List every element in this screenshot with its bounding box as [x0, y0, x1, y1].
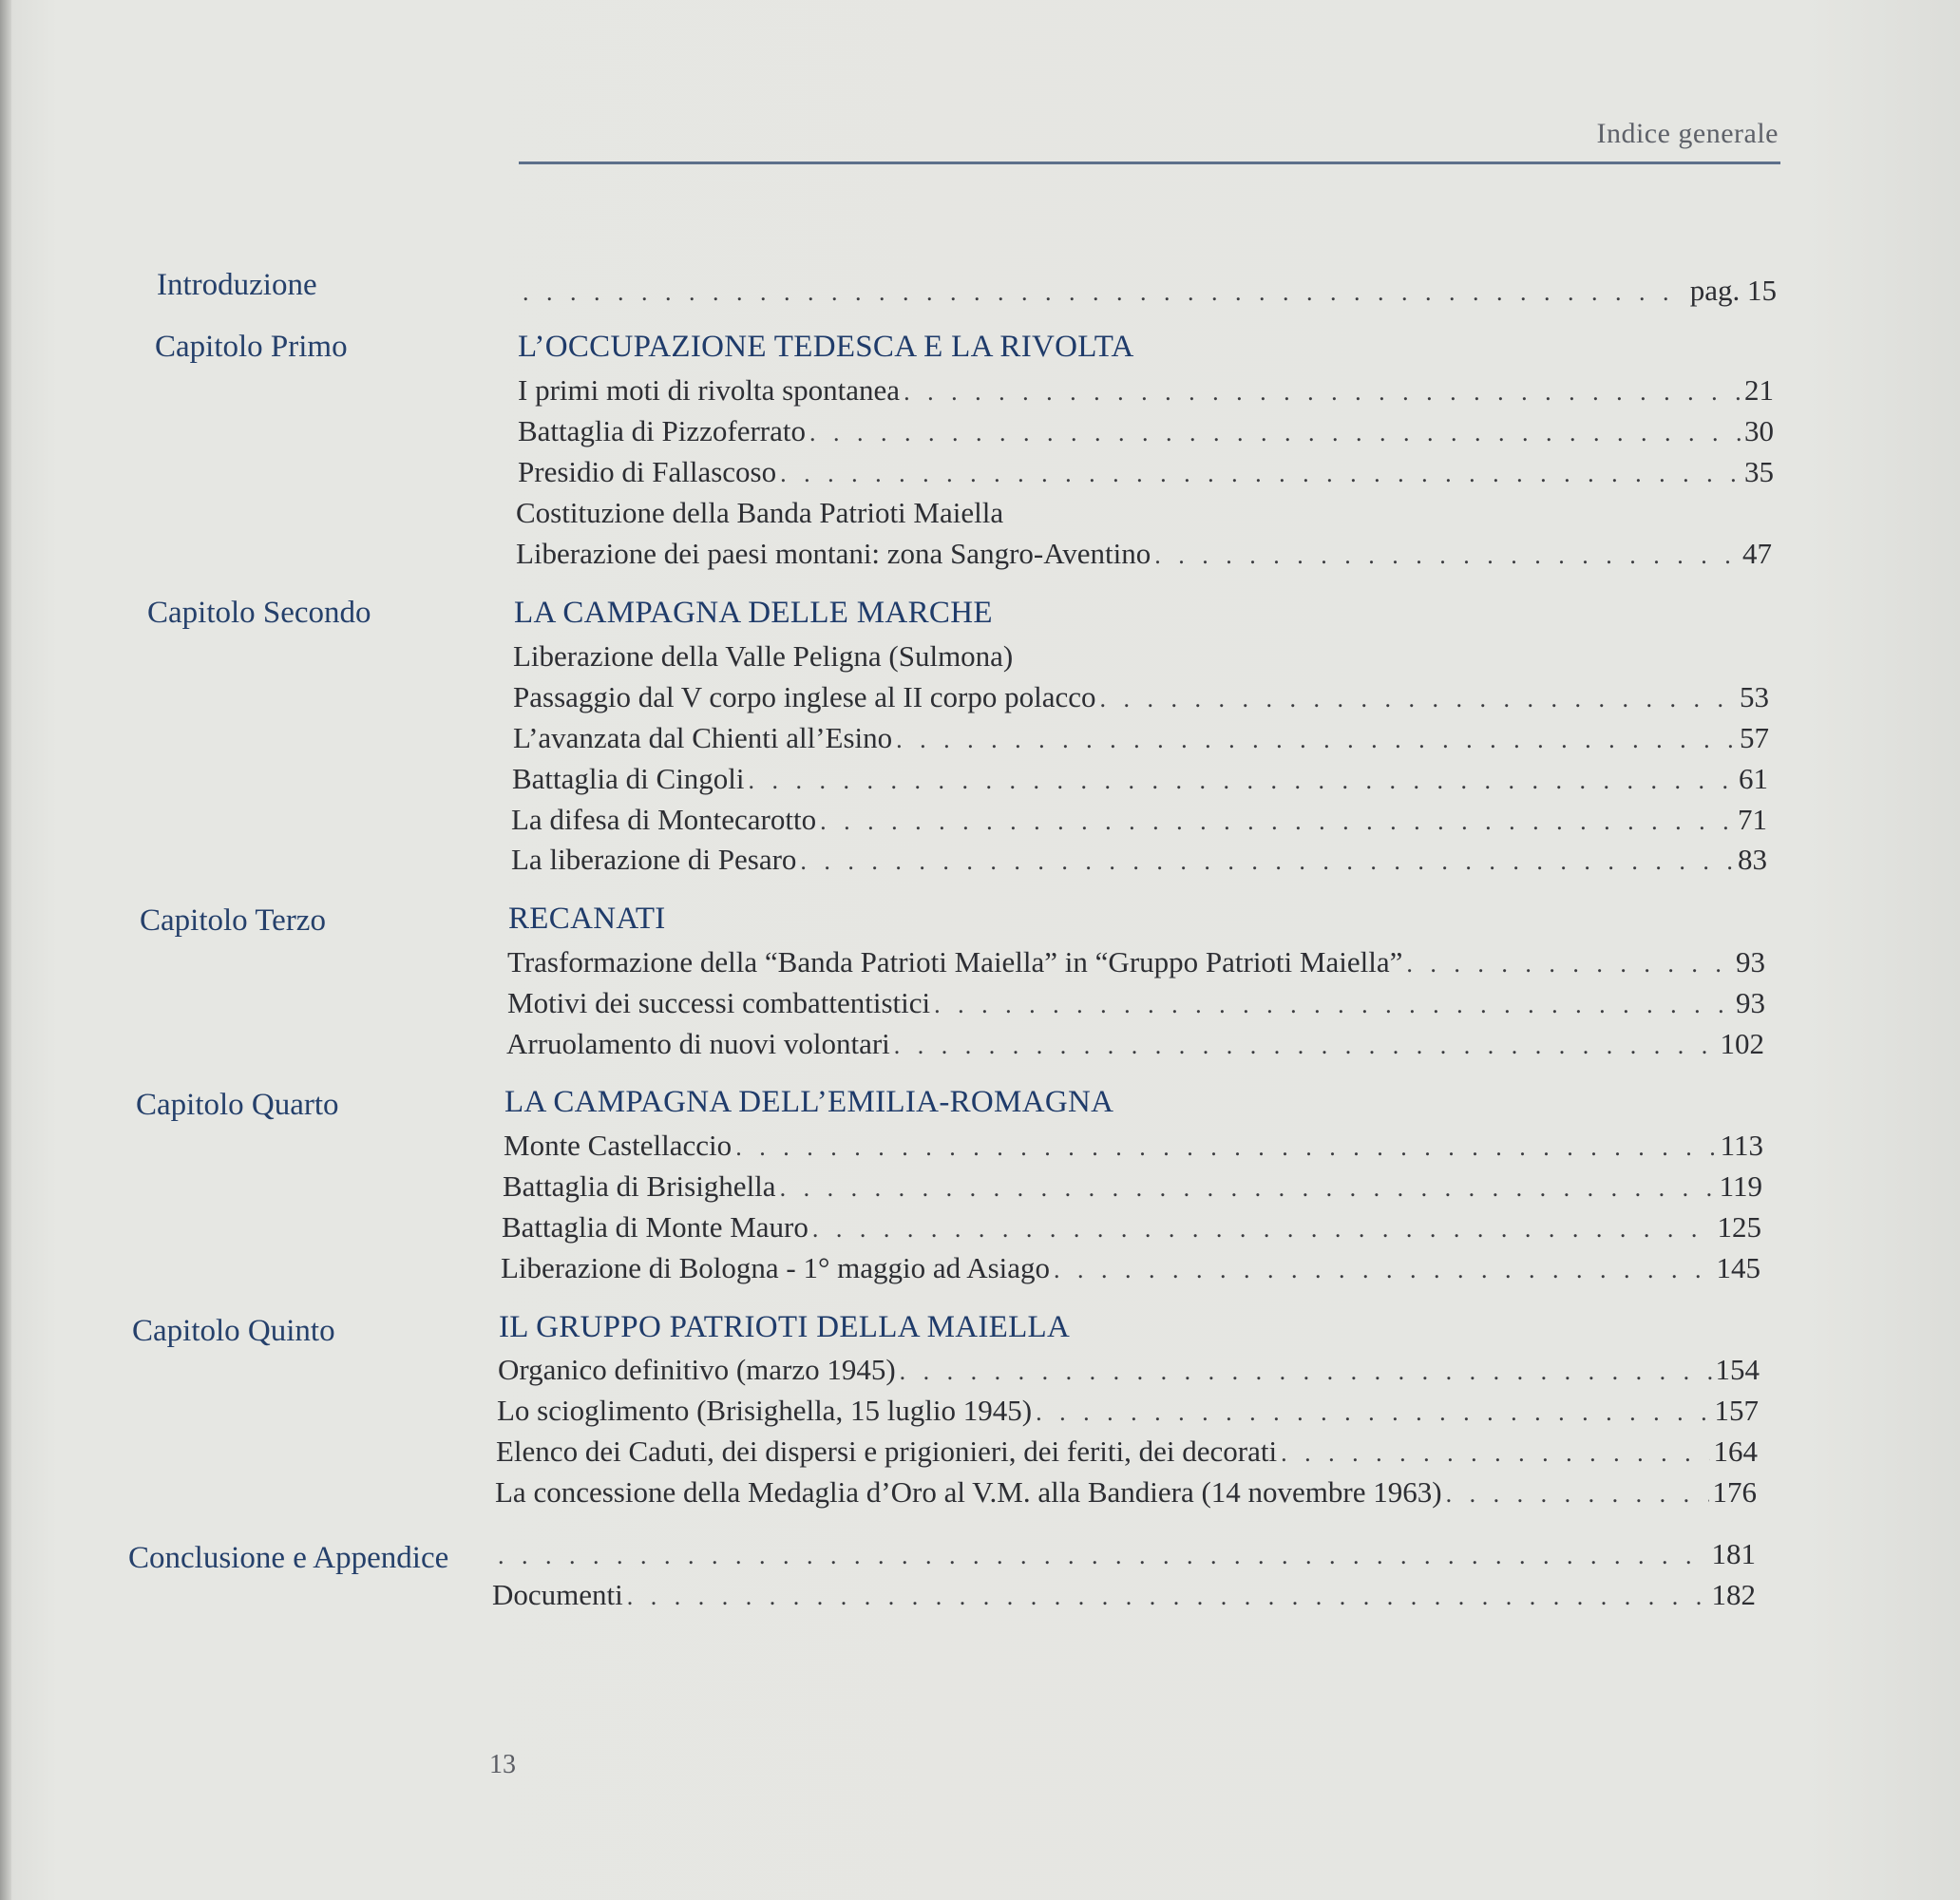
entry-title: Battaglia di Monte Mauro	[502, 1210, 809, 1244]
entry-title: La concessione della Medaglia d’Oro al V.M. alla Bandiera (14 novembre 1963)	[495, 1475, 1442, 1509]
entry-title: Liberazione dei paesi montani: zona Sangro-Aventino	[516, 537, 1151, 570]
entry-title: Trasformazione della “Banda Patrioti Maiella” in “Gruppo Patrioti Maiella”	[507, 945, 1403, 978]
toc-entry-documenti	[492, 1578, 1756, 1618]
page-number: 21	[1744, 373, 1774, 407]
leader-dots	[627, 1583, 1708, 1611]
page-number: 83	[1738, 843, 1767, 876]
page-number: 113	[1720, 1129, 1763, 1162]
entry-title: Motivi dei successi combattentistici	[507, 986, 931, 1019]
chapter-title: LA CAMPAGNA DELLE MARCHE	[514, 596, 993, 630]
page-number: 47	[1742, 537, 1772, 570]
toc-entry	[506, 1027, 1764, 1067]
leader-dots	[1054, 1256, 1712, 1284]
toc-entry	[512, 762, 1768, 802]
entry-title: Organico definitivo (marzo 1945)	[498, 1353, 896, 1386]
toc-entry	[511, 803, 1767, 843]
page-number: 164	[1713, 1434, 1758, 1468]
entry-title: Battaglia di Brisighella	[503, 1169, 776, 1203]
toc-entry	[518, 455, 1774, 495]
leader-dots	[735, 1133, 1716, 1162]
entry-title: Presidio di Fallascoso	[518, 455, 777, 488]
chapter-label: Capitolo Terzo	[140, 903, 326, 938]
toc-entry	[507, 945, 1765, 985]
entry-title: I primi moti di rivolta spontanea	[518, 373, 901, 407]
page-number: 35	[1744, 455, 1774, 488]
leader-dots	[523, 278, 1686, 307]
page-number: 71	[1738, 803, 1767, 836]
leader-dots	[1036, 1398, 1710, 1427]
toc-entry	[502, 1210, 1761, 1250]
label-introduzione: Introduzione	[157, 268, 317, 302]
toc-entry	[516, 496, 1772, 536]
leader-dots	[900, 1358, 1712, 1386]
entry-title: La liberazione di Pesaro	[511, 843, 797, 876]
entry-title: Monte Castellaccio	[504, 1129, 733, 1162]
page-number: 176	[1712, 1475, 1757, 1509]
leader-dots	[896, 726, 1736, 754]
leader-dots	[1406, 950, 1732, 978]
leader-dots	[1281, 1439, 1709, 1468]
entry-title: L’avanzata dal Chienti all’Esino	[513, 721, 893, 754]
page-number: pag. 15	[1689, 274, 1777, 307]
toc-entry	[518, 373, 1774, 413]
toc-entry	[498, 1353, 1760, 1393]
leader-dots	[780, 460, 1741, 488]
page-number: 93	[1736, 986, 1765, 1019]
page-number: 119	[1719, 1169, 1762, 1203]
page-number: 154	[1715, 1353, 1760, 1386]
chapter-label: Capitolo Quinto	[132, 1314, 335, 1348]
page-number: 145	[1716, 1251, 1760, 1284]
leader-dots	[894, 1032, 1717, 1060]
leader-dots	[904, 378, 1741, 407]
page-folio: 13	[489, 1750, 516, 1779]
leader-dots	[1154, 542, 1739, 570]
toc-entry	[513, 680, 1769, 720]
leader-dots	[498, 1542, 1708, 1570]
chapter-label: Capitolo Quarto	[136, 1088, 339, 1122]
entry-conclusione	[494, 1537, 1756, 1577]
toc-entry	[501, 1251, 1760, 1291]
toc-entry	[518, 414, 1774, 454]
page-number: 93	[1736, 945, 1765, 978]
entry-title: Liberazione della Valle Peligna (Sulmona)	[513, 639, 1014, 673]
page-number: 125	[1717, 1210, 1761, 1244]
leader-dots	[749, 767, 1735, 795]
page-number: 157	[1714, 1394, 1759, 1427]
chapter-title: L’OCCUPAZIONE TEDESCA E LA RIVOLTA	[518, 330, 1134, 364]
chapter-label: Capitolo Primo	[155, 330, 348, 364]
toc-entry	[507, 986, 1765, 1026]
toc-entry	[513, 721, 1769, 761]
entry-title: Elenco dei Caduti, dei dispersi e prigionieri, dei feriti, dei decorati	[496, 1434, 1278, 1468]
toc-entry	[496, 1434, 1758, 1474]
leader-dots	[1100, 685, 1736, 713]
leader-dots	[812, 1215, 1714, 1244]
leader-dots	[1446, 1480, 1709, 1509]
toc-entry	[503, 1169, 1762, 1209]
toc-entry	[516, 537, 1772, 577]
chapter-label: Capitolo Secondo	[147, 596, 371, 630]
chapter-title: IL GRUPPO PATRIOTI DELLA MAIELLA	[499, 1310, 1071, 1344]
entry-title: Documenti	[492, 1578, 623, 1611]
page-number: 181	[1711, 1537, 1756, 1570]
entry-title: Lo scioglimento (Brisighella, 15 luglio 1945)	[497, 1394, 1033, 1427]
page-number: 61	[1739, 762, 1768, 795]
entry-title: Arruolamento di nuovi volontari	[506, 1027, 890, 1060]
page-number: 53	[1740, 680, 1769, 713]
leader-dots	[800, 847, 1734, 876]
label-conclusione: Conclusione e Appendice	[128, 1541, 449, 1575]
toc-entry	[497, 1394, 1759, 1434]
entry-title: Costituzione della Banda Patrioti Maiella	[516, 496, 1004, 529]
running-head: Indice generale	[1596, 118, 1779, 149]
leader-dots	[820, 808, 1734, 836]
page-number: 30	[1744, 414, 1774, 447]
page-number: 57	[1740, 721, 1769, 754]
entry-title: Passaggio dal V corpo inglese al II corpo polacco	[513, 680, 1096, 713]
chapter-title: RECANATI	[508, 902, 666, 936]
entry-title: Battaglia di Cingoli	[512, 762, 745, 795]
page-number: 182	[1711, 1578, 1756, 1611]
entry-introduzione	[519, 274, 1777, 314]
leader-dots	[934, 991, 1732, 1019]
toc-entry	[513, 639, 1769, 679]
toc-entry	[511, 843, 1767, 883]
leader-dots	[780, 1174, 1716, 1203]
entry-title: La difesa di Montecarotto	[511, 803, 817, 836]
entry-title: Battaglia di Pizzoferrato	[518, 414, 806, 447]
toc-entry	[495, 1475, 1757, 1515]
toc-entry	[504, 1129, 1763, 1168]
page-number: 102	[1720, 1027, 1764, 1060]
chapter-title: LA CAMPAGNA DELL’EMILIA-ROMAGNA	[504, 1085, 1114, 1119]
leader-dots	[809, 419, 1741, 447]
entry-title: Liberazione di Bologna - 1° maggio ad Asiago	[501, 1251, 1051, 1284]
